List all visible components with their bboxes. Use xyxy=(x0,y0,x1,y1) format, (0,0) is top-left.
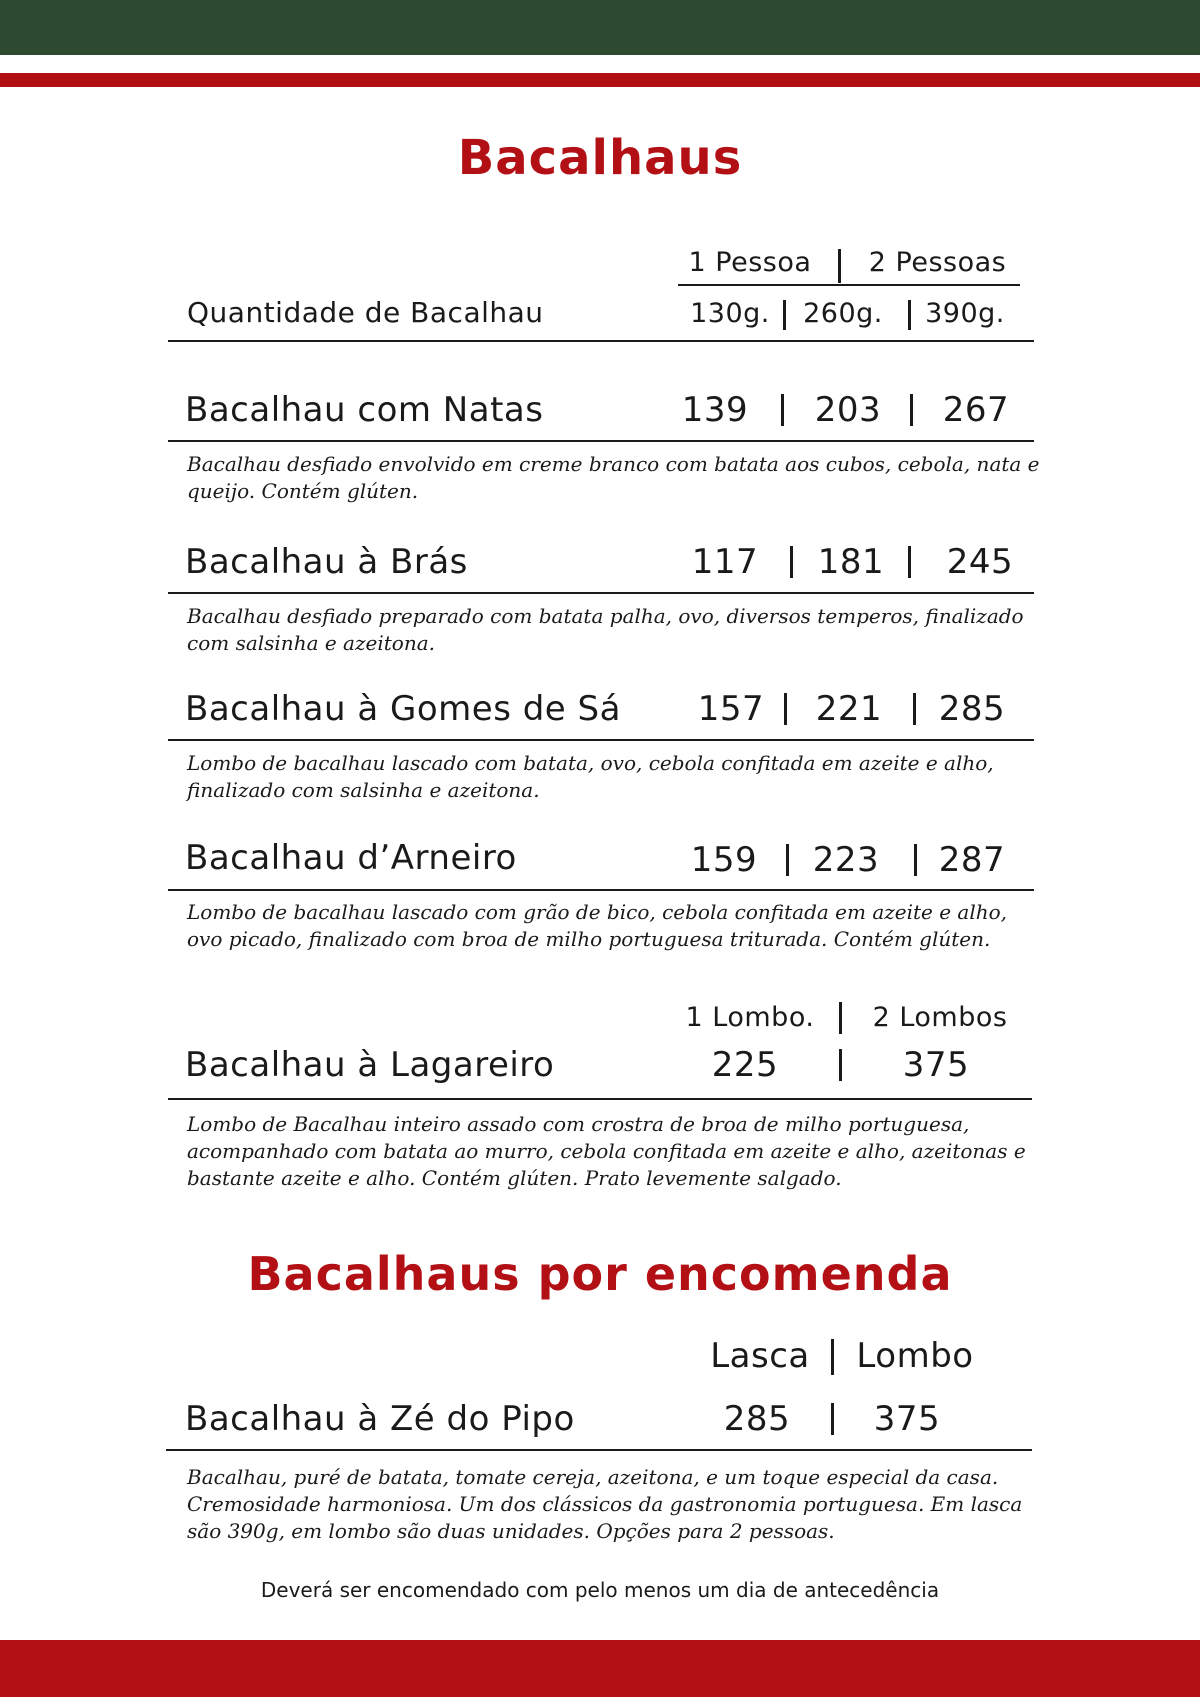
lagareiro-header-one-lombo: 1 Lombo. xyxy=(685,1002,815,1033)
weight-2: 260g. xyxy=(803,298,883,329)
dish-rule xyxy=(168,440,1034,442)
dish-description: Bacalhau, puré de batata, tomate cereja, azeitona, e um toque especial da casa. Cremosidade harmoniosa. Um dos clássicos da gastronomia portuguesa. Em lasca são 390g, em lombo são duas unidades. Opções para 2 pessoas. xyxy=(187,1465,1023,1543)
price-divider xyxy=(913,693,916,725)
dish-price: 225 xyxy=(711,1045,779,1085)
header-lombo: Lombo xyxy=(856,1336,974,1376)
price-divider xyxy=(908,546,911,578)
header-underline xyxy=(678,284,1020,286)
price-divider xyxy=(831,1403,834,1435)
dish-price: 139 xyxy=(681,390,749,430)
header-two-people: 2 Pessoas xyxy=(868,247,1007,278)
dish-price: 285 xyxy=(723,1399,791,1439)
dish-description: Bacalhau desfiado envolvido em creme branco com batata aos cubos, cebola, nata e queijo. Contém glúten. xyxy=(187,452,1040,503)
dish-price: 245 xyxy=(946,542,1014,582)
lagareiro-header-two-lombos: 2 Lombos xyxy=(872,1002,1008,1033)
dish-rule xyxy=(168,739,1034,741)
dish-description: Lombo de Bacalhau inteiro assado com crostra de broa de milho portuguesa, acompanhado com batata ao murro, cebola confitada em azeite e alho, azeitonas e bastante azeite e alho. Contém glúten. Prato levemente salgado. xyxy=(187,1112,1026,1190)
dish-description: Lombo de bacalhau lascado com grão de bico, cebola confitada em azeite e alho, ovo picado, finalizado com broa de milho portuguesa triturada. Contém glúten. xyxy=(187,900,1008,951)
header-divider xyxy=(838,249,841,283)
order-note: Deverá ser encomendado com pelo menos um dia de antecedência xyxy=(260,1578,940,1602)
dish-price: 375 xyxy=(902,1045,970,1085)
section-title-bacalhaus: Bacalhaus xyxy=(457,130,743,186)
dish-price: 221 xyxy=(815,689,883,729)
dish-name: Bacalhau com Natas xyxy=(185,390,544,430)
bottom-red-band xyxy=(0,1640,1200,1697)
weight-divider xyxy=(783,300,786,330)
dish-description: Lombo de bacalhau lascado com batata, ovo, cebola confitada em azeite e alho, finalizado com salsinha e azeitona. xyxy=(187,751,994,802)
dish-price: 203 xyxy=(814,390,882,430)
price-divider xyxy=(784,693,787,725)
dish-price: 159 xyxy=(690,840,758,880)
dish-name: Bacalhau à Lagareiro xyxy=(185,1045,555,1085)
top-green-band xyxy=(0,0,1200,55)
quantity-label: Quantidade de Bacalhau xyxy=(187,296,544,329)
top-red-stripe xyxy=(0,73,1200,87)
header-lasca: Lasca xyxy=(710,1336,810,1376)
dish-price: 117 xyxy=(691,542,759,582)
weight-3: 390g. xyxy=(925,298,1005,329)
section-title-encomenda: Bacalhaus por encomenda xyxy=(247,1247,953,1301)
dish-rule xyxy=(168,889,1034,891)
dish-price: 285 xyxy=(938,689,1006,729)
dish-rule xyxy=(168,1098,1032,1100)
dish-price: 181 xyxy=(817,542,885,582)
dish-rule xyxy=(168,592,1034,594)
dish-name: Bacalhau à Zé do Pipo xyxy=(185,1399,575,1439)
dish-rule xyxy=(166,1449,1032,1451)
price-divider xyxy=(839,1049,842,1081)
dish-price: 375 xyxy=(873,1399,941,1439)
dish-price: 223 xyxy=(812,840,880,880)
dish-description: Bacalhau desfiado preparado com batata palha, ovo, diversos temperos, finalizado com salsinha e azeitona. xyxy=(187,604,1024,655)
lagareiro-header-divider xyxy=(839,1002,842,1034)
header-rule xyxy=(168,340,1034,342)
header-divider xyxy=(831,1339,834,1375)
weight-divider xyxy=(908,300,911,330)
dish-price: 287 xyxy=(938,840,1006,880)
weight-1: 130g. xyxy=(690,298,770,329)
dish-price: 157 xyxy=(697,689,765,729)
dish-price: 267 xyxy=(942,390,1010,430)
header-one-person: 1 Pessoa xyxy=(688,247,812,278)
dish-name: Bacalhau d’Arneiro xyxy=(185,838,517,878)
price-divider xyxy=(790,546,793,578)
dish-name: Bacalhau à Gomes de Sá xyxy=(185,689,621,729)
price-divider xyxy=(781,394,784,426)
price-divider xyxy=(786,844,789,876)
price-divider xyxy=(914,844,917,876)
price-divider xyxy=(910,394,913,426)
dish-name: Bacalhau à Brás xyxy=(185,542,468,582)
